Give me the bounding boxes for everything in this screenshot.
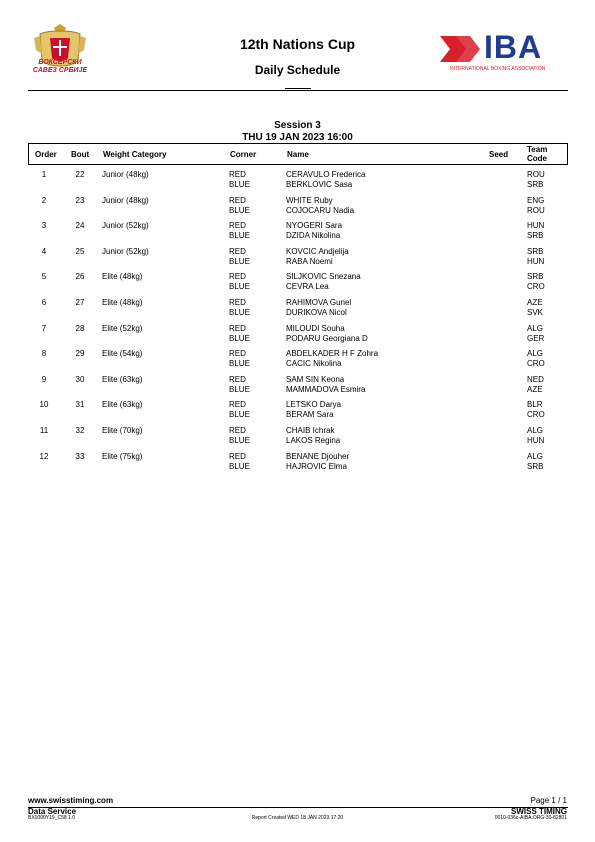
red-boxer-name: CERAVULO Frederica <box>286 170 366 179</box>
team-cell <box>527 298 543 318</box>
bout-cell: 30 <box>75 374 85 384</box>
corner-cell <box>229 298 250 318</box>
order-cell: 6 <box>41 298 47 307</box>
corner-red: RED <box>229 374 246 384</box>
name-cell <box>286 324 368 344</box>
corner-cell <box>229 272 250 292</box>
bout-cell: 28 <box>75 323 85 333</box>
iba-logo <box>438 29 568 74</box>
blue-boxer-name: HAJROVIC Elma <box>286 461 347 471</box>
name-cell <box>286 170 365 190</box>
corner-red: RED <box>229 272 246 282</box>
title-underline <box>285 88 311 89</box>
red-boxer-name: BENANE Djouher <box>286 451 350 461</box>
order-cell: 1 <box>41 170 47 179</box>
name-cell <box>286 247 349 267</box>
logo-text-line1: БОКСЕРСКИ <box>38 59 82 66</box>
logo-text-line2: САВЕЗ СРБИЈЕ <box>32 67 88 74</box>
table-row <box>28 349 568 373</box>
weight-category-cell: Junior (52kg) <box>102 221 149 231</box>
corner-blue: BLUE <box>229 180 250 189</box>
corner-red: RED <box>229 195 246 205</box>
blue-team-code: AZE <box>527 384 543 394</box>
corner-red: RED <box>229 170 246 179</box>
corner-blue: BLUE <box>229 436 250 445</box>
corner-blue: BLUE <box>229 461 250 471</box>
red-boxer-name: NYOGERI Sara <box>286 221 343 231</box>
corner-blue: BLUE <box>229 205 250 215</box>
blue-team-code: HUN <box>527 256 545 266</box>
team-cell <box>527 247 544 267</box>
col-corner: Corner <box>230 150 257 159</box>
weight-category-cell: Elite (63kg) <box>102 400 143 410</box>
team-cell <box>527 349 545 369</box>
document-subtitle: Daily Schedule <box>254 63 341 77</box>
iba-emblem-icon <box>438 34 482 64</box>
footer-website: www.swisstiming.com <box>28 796 114 805</box>
corner-cell <box>229 452 250 472</box>
table-row <box>28 221 568 245</box>
name-cell <box>286 400 341 420</box>
blue-team-code: GER <box>527 333 545 343</box>
footer-divider <box>28 807 568 808</box>
red-boxer-name: RAHIMOVA Gunel <box>286 298 352 307</box>
table-row <box>28 298 568 322</box>
footer-page-number: Page 1 / 1 <box>530 796 567 805</box>
weight-category-cell: Junior (48kg) <box>102 170 149 179</box>
footer-doc-id: 0010-036c-AIBA.ORG-30-82801 <box>494 815 567 821</box>
red-team-code: ALG <box>527 426 544 435</box>
table-row <box>28 452 568 476</box>
corner-blue: BLUE <box>229 282 250 292</box>
footer-swiss-timing: SWISS TIMING <box>511 807 567 816</box>
name-cell <box>286 272 361 292</box>
table-row <box>28 324 568 348</box>
weight-category-cell: Junior (48kg) <box>102 195 149 205</box>
corner-blue: BLUE <box>229 333 250 343</box>
team-cell <box>527 426 544 446</box>
header-divider <box>28 90 568 91</box>
weight-category-cell: Junior (52kg) <box>102 246 149 256</box>
corner-red: RED <box>229 349 246 359</box>
col-weight-category: Weight Category <box>103 150 167 159</box>
bout-cell: 23 <box>75 195 85 205</box>
order-cell: 5 <box>41 272 47 282</box>
order-cell: 2 <box>41 195 47 205</box>
footer-data-service: Data Service <box>28 807 77 816</box>
red-boxer-name: LETSKO Darya <box>286 400 342 410</box>
bout-cell: 29 <box>75 349 85 359</box>
order-cell: 4 <box>41 246 47 256</box>
name-cell <box>286 196 354 216</box>
red-team-code: ALG <box>527 323 544 333</box>
blue-boxer-name: COJOCARU Nadia <box>286 205 355 215</box>
corner-red: RED <box>229 298 246 307</box>
blue-boxer-name: RABA Noemi <box>286 256 333 266</box>
red-team-code: HUN <box>527 221 545 231</box>
order-cell: 7 <box>41 323 47 333</box>
blue-team-code: ROU <box>527 205 545 215</box>
corner-cell <box>229 324 250 344</box>
corner-red: RED <box>229 246 246 256</box>
corner-blue: BLUE <box>229 308 250 317</box>
weight-category-cell: Elite (48kg) <box>102 272 143 282</box>
red-boxer-name: CHAIB Ichrak <box>286 426 335 435</box>
blue-team-code: SRB <box>527 231 544 241</box>
red-team-code: ROU <box>527 170 545 179</box>
col-team-line2: Code <box>527 154 547 163</box>
weight-category-cell: Elite (75kg) <box>102 451 143 461</box>
session-title: Session 3 <box>274 120 321 131</box>
col-order: Order <box>35 150 57 159</box>
team-cell <box>527 196 545 216</box>
name-cell <box>286 375 365 395</box>
red-team-code: ENG <box>527 195 545 205</box>
document-title: 12th Nations Cup <box>239 36 356 52</box>
table-header <box>28 143 568 165</box>
blue-team-code: SVK <box>527 308 544 317</box>
order-cell: 8 <box>41 349 47 359</box>
bout-cell: 32 <box>75 426 85 435</box>
corner-red: RED <box>229 451 246 461</box>
blue-boxer-name: CACIC Nikolina <box>286 359 342 369</box>
name-cell <box>286 426 340 446</box>
col-team-code <box>527 145 547 163</box>
corner-cell <box>229 170 250 190</box>
blue-boxer-name: BERAM Sara <box>286 410 334 420</box>
team-cell <box>527 170 545 190</box>
blue-boxer-name: DZIDA Nikolina <box>286 231 341 241</box>
red-team-code: SRB <box>527 246 544 256</box>
red-team-code: BLR <box>527 400 543 410</box>
order-cell: 10 <box>39 400 49 410</box>
blue-boxer-name: DURIKOVA Nicol <box>286 308 347 317</box>
team-cell <box>527 452 543 472</box>
corner-cell <box>229 221 250 241</box>
team-cell <box>527 400 545 420</box>
table-row <box>28 170 568 194</box>
bout-cell: 24 <box>75 221 85 231</box>
blue-boxer-name: BERKLOVIC Sasa <box>286 180 353 189</box>
corner-blue: BLUE <box>229 384 250 394</box>
weight-category-cell: Elite (70kg) <box>102 426 143 435</box>
order-cell: 9 <box>41 374 47 384</box>
blue-boxer-name: MAMMADOVA Esmira <box>286 384 366 394</box>
order-cell: 12 <box>39 451 49 461</box>
team-cell <box>527 221 544 241</box>
table-row <box>28 426 568 450</box>
corner-red: RED <box>229 323 246 333</box>
blue-team-code: CRO <box>527 359 545 369</box>
bout-cell: 31 <box>75 400 85 410</box>
red-boxer-name: SILJKOVIC Snezana <box>286 272 361 282</box>
order-cell: 3 <box>41 221 47 231</box>
table-row <box>28 272 568 296</box>
red-boxer-name: ABDELKADER H F Zohra <box>286 349 379 359</box>
corner-red: RED <box>229 426 246 435</box>
bout-cell: 22 <box>75 170 85 179</box>
bout-cell: 25 <box>75 246 85 256</box>
col-bout: Bout <box>71 150 90 159</box>
weight-category-cell: Elite (52kg) <box>102 323 143 333</box>
red-boxer-name: MILOUDI Souha <box>286 323 345 333</box>
col-seed: Seed <box>489 150 509 159</box>
table-row <box>28 375 568 399</box>
iba-tagline: INTERNATIONAL BOXING ASSOCIATION <box>450 66 546 72</box>
corner-cell <box>229 349 250 369</box>
blue-team-code: SRB <box>527 461 544 471</box>
corner-blue: BLUE <box>229 410 250 420</box>
corner-cell <box>229 247 250 267</box>
bout-cell: 33 <box>75 451 85 461</box>
red-team-code: NED <box>527 374 544 384</box>
corner-cell <box>229 375 250 395</box>
session-date: THU 19 JAN 2023 16:00 <box>242 132 353 143</box>
name-cell <box>286 349 378 369</box>
table-row <box>28 196 568 220</box>
team-cell <box>527 375 544 395</box>
table-row <box>28 247 568 271</box>
team-cell <box>527 324 544 344</box>
bout-cell: 27 <box>75 298 85 307</box>
corner-red: RED <box>229 400 246 410</box>
bout-cell: 26 <box>75 272 85 282</box>
corner-cell <box>229 426 250 446</box>
corner-red: RED <box>229 221 246 231</box>
name-cell <box>286 298 351 318</box>
col-team-line1: Team <box>527 145 548 154</box>
blue-boxer-name: LAKOS Regina <box>286 436 341 445</box>
footer-report-created: Report Created WED 18 JAN 2023 17:20 <box>251 815 344 821</box>
red-team-code: ALG <box>527 349 544 359</box>
red-team-code: AZE <box>527 298 543 307</box>
team-cell <box>527 272 545 292</box>
iba-wordmark: IBA <box>484 29 543 65</box>
blue-team-code: SRB <box>527 180 544 189</box>
corner-cell <box>229 400 250 420</box>
red-boxer-name: KOVCIC Andjelija <box>286 246 349 256</box>
red-boxer-name: SAM SIN Keona <box>286 374 345 384</box>
col-name: Name <box>287 150 309 159</box>
blue-team-code: HUN <box>527 436 545 445</box>
corner-blue: BLUE <box>229 256 250 266</box>
red-boxer-name: WHITE Ruby <box>286 195 333 205</box>
red-team-code: ALG <box>527 451 544 461</box>
corner-blue: BLUE <box>229 231 250 241</box>
blue-boxer-name: PODARU Georgiana D <box>286 333 368 343</box>
corner-cell <box>229 196 250 216</box>
weight-category-cell: Elite (48kg) <box>102 298 143 307</box>
blue-boxer-name: CEVRA Lea <box>286 282 329 292</box>
weight-category-cell: Elite (63kg) <box>102 374 143 384</box>
corner-blue: BLUE <box>229 359 250 369</box>
blue-team-code: CRO <box>527 282 545 292</box>
red-team-code: SRB <box>527 272 544 282</box>
weight-category-cell: Elite (54kg) <box>102 349 143 359</box>
table-row <box>28 400 568 424</box>
order-cell: 11 <box>39 426 49 435</box>
name-cell <box>286 221 342 241</box>
blue-team-code: CRO <box>527 410 545 420</box>
footer-doc-code: BX0000Y19_C58 1.0 <box>28 815 75 821</box>
name-cell <box>286 452 349 472</box>
